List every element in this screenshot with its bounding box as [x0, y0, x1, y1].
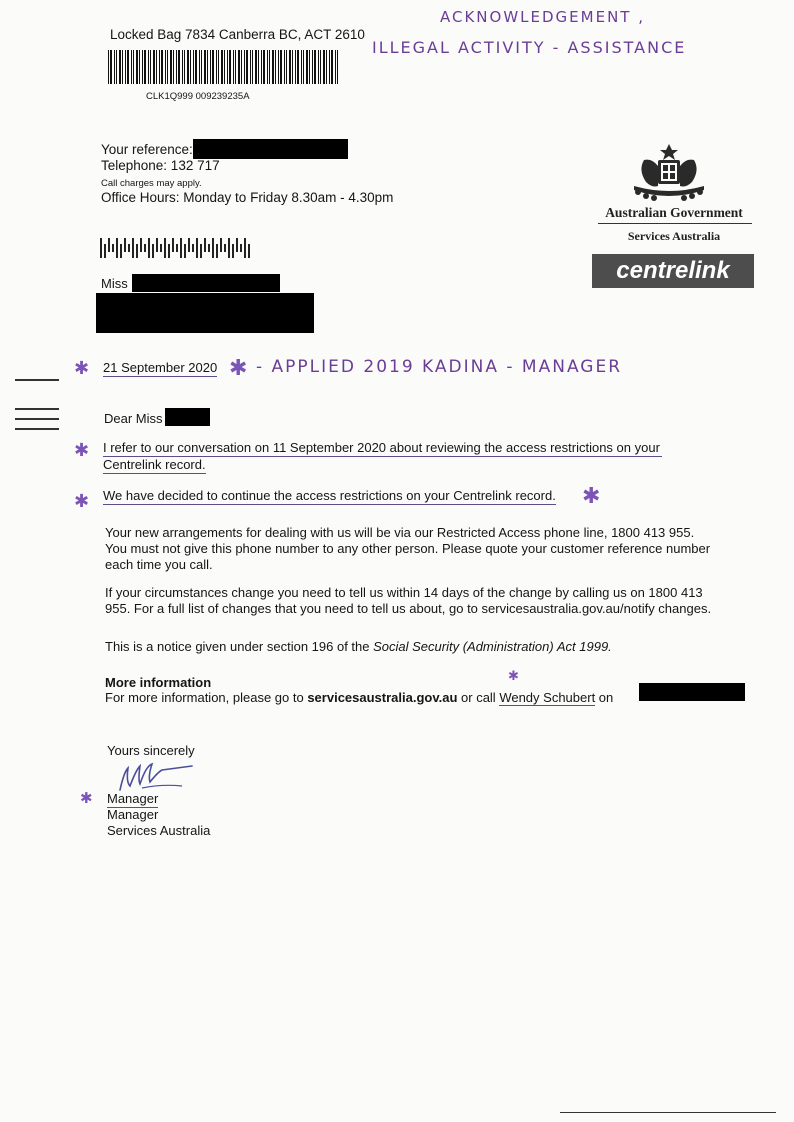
paragraph-1-line-1: I refer to our conversation on 11 September 2020 about reviewing the access restrictions on your [103, 440, 660, 455]
paragraph-1-line-2: Centrelink record. [103, 457, 206, 472]
recipient-salutation: Miss [101, 276, 128, 291]
barcode-id: CLK1Q999 009239235A [146, 91, 250, 102]
call-charges-note: Call charges may apply. [101, 178, 202, 189]
paragraph-4-line-1: If your circumstances change you need to tell us within 14 days of the change by calling us on 1800 413 [105, 585, 703, 600]
star-annotation-icon: ✱ [74, 440, 90, 461]
paragraph-3-line-3: each time you call. [105, 557, 213, 572]
paragraph-3-line-2: You must not give this phone number to any other person. Please quote your customer reference number [105, 541, 711, 556]
margin-mark [15, 408, 59, 410]
return-address: Locked Bag 7834 Canberra BC, ACT 2610 [110, 27, 365, 42]
mail-sort-barcode [100, 238, 252, 260]
coat-of-arms-icon [630, 142, 708, 204]
page-edge-line [560, 1112, 776, 1113]
margin-mark [15, 428, 59, 430]
paragraph-3-line-1: Your new arrangements for dealing with us will be via our Restricted Access phone line, 1800 413 955. [105, 525, 695, 540]
signatory-organisation: Services Australia [107, 823, 211, 838]
letter-date: 21 September 2020 [103, 360, 218, 375]
redacted-greeting-name [165, 408, 210, 426]
paragraph-4-line-2: 955. For a full list of changes that you need to tell us about, go to servicesaustralia.gov.au/notify changes. [105, 601, 712, 616]
telephone: Telephone: 132 717 [101, 158, 220, 173]
star-annotation-icon: ✱ [508, 669, 519, 684]
contact-name: Wendy Schubert [499, 690, 596, 705]
margin-mark [15, 418, 59, 420]
postal-barcode [108, 50, 340, 86]
redacted-reference [193, 139, 348, 159]
handwritten-date-note: - APPLIED 2019 KADINA - MANAGER [256, 357, 622, 377]
margin-mark [15, 379, 59, 381]
paragraph-2: We have decided to continue the access restrictions on your Centrelink record. [103, 488, 556, 503]
greeting: Dear Miss [104, 411, 163, 426]
more-info-link[interactable]: servicesaustralia.gov.au [307, 690, 458, 705]
star-annotation-icon: ✱ [582, 484, 601, 509]
star-annotation-icon: ✱ [80, 789, 93, 807]
handwritten-note-top-2: ILLEGAL ACTIVITY - ASSISTANCE [372, 38, 687, 57]
legal-notice [105, 639, 612, 655]
government-name: Australian Government [605, 205, 743, 220]
redacted-recipient-address [96, 293, 314, 333]
centrelink-logo: centrelink [592, 254, 754, 288]
legal-notice-act: Social Security (Administration) Act 1999. [373, 639, 612, 654]
legal-notice-prefix: This is a notice given under section 196 of the [105, 639, 374, 654]
star-annotation-icon: ✱ [229, 356, 248, 381]
more-info-mid: or call [457, 690, 500, 705]
signatory-title: Manager [107, 807, 159, 822]
more-info-on: on [595, 690, 614, 705]
more-info-heading: More information [105, 675, 212, 690]
redacted-recipient-name [132, 274, 280, 292]
logo-divider [598, 223, 752, 224]
reference-label: Your reference: [101, 142, 193, 157]
more-info-prefix: For more information, please go to [105, 690, 308, 705]
star-annotation-icon: ✱ [74, 358, 90, 379]
closing: Yours sincerely [107, 743, 195, 758]
office-hours: Office Hours: Monday to Friday 8.30am - 4.30pm [101, 190, 394, 205]
redacted-contact-phone [639, 683, 745, 701]
star-annotation-icon: ✱ [74, 491, 90, 512]
agency-name: Services Australia [627, 229, 721, 243]
signatory-title-underlined: Manager [107, 791, 159, 806]
handwritten-note-top-1: ACKNOWLEDGEMENT , [440, 8, 645, 26]
more-info-line [105, 690, 613, 706]
